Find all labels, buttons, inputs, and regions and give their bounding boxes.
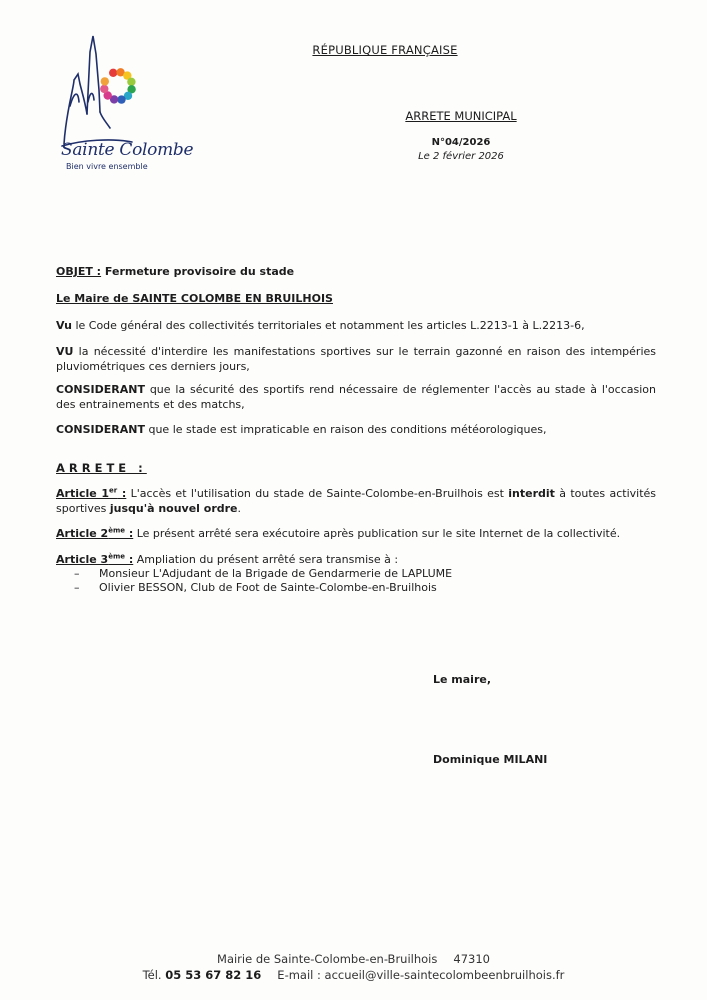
objet-line	[56, 265, 656, 280]
consideration-4	[56, 423, 656, 438]
article-text: Ampliation du présent arrêté sera transmise à :	[133, 553, 399, 566]
consideration-text: le Code général des collectivités territoriales et notamment les articles L.2213-1 à L.2213-6,	[71, 319, 585, 332]
footer-address: Mairie de Sainte-Colombe-en-Bruilhois 47310	[217, 952, 490, 966]
recipient-list	[74, 567, 452, 595]
mayor-line: Le Maire de SAINTE COLOMBE EN BRUILHOIS	[56, 292, 333, 305]
footer-phone: 05 53 67 82 16	[165, 968, 262, 982]
article-3	[56, 553, 656, 568]
consideration-1	[56, 319, 656, 334]
consideration-text: que le stade est impraticable en raison des conditions météorologiques,	[144, 423, 547, 436]
article-2	[56, 527, 656, 542]
article-text: à toutes activités sportives	[56, 487, 657, 515]
consideration-lead: CONSIDERANT	[56, 383, 145, 396]
list-item: – Monsieur L'Adjudant de la Brigade de Gendarmerie de LAPLUME	[74, 567, 453, 580]
consideration-3	[56, 383, 656, 412]
consideration-text: la nécessité d'interdire les manifestations sportives sur le terrain gazonné en raison des intempéries pluviométriques ces derniers jours,	[56, 345, 656, 373]
article-label: Article 2ème :	[56, 526, 134, 540]
footer-contact: Tél. 05 53 67 82 16 E-mail : accueil@ville-saintecolombeenbruilhois.fr	[142, 968, 565, 982]
republic-heading: RÉPUBLIQUE FRANÇAISE	[312, 43, 458, 57]
colour-dot	[117, 95, 125, 103]
consideration-lead: CONSIDERANT	[56, 423, 145, 436]
footer-email: E-mail : accueil@ville-saintecolombeenbruilhois.fr	[277, 968, 565, 982]
signature-title: Le maire,	[433, 673, 492, 686]
colour-dot	[100, 85, 108, 93]
consideration-lead: VU	[56, 345, 74, 358]
arrete-heading: ARRETE :	[56, 461, 147, 475]
article-text: L'accès et l'utilisation du stade de Sainte-Colombe-en-Bruilhois est	[126, 487, 509, 500]
arrete-number: N°04/2026	[431, 137, 491, 148]
objet-text: Fermeture provisoire du stade	[104, 265, 295, 278]
signature-name: Dominique MILANI	[433, 753, 548, 766]
article-label: Article 3ème :	[56, 552, 134, 566]
colour-dot	[109, 69, 117, 77]
article-text: Le présent arrêté sera exécutoire après publication sur le site Internet de la collectivité.	[133, 527, 621, 540]
document-type: ARRETE MUNICIPAL	[405, 109, 517, 123]
consideration-text: que la sécurité des sportifs rend nécessaire de réglementer l'accès au stade à l'occasion des entrainements et des matchs,	[56, 383, 656, 411]
objet-label: OBJET :	[56, 265, 102, 278]
commune-logo	[52, 32, 194, 182]
logo-tagline: Bien vivre ensemble	[66, 162, 148, 171]
colour-dot	[127, 78, 135, 86]
colour-dot	[101, 77, 109, 85]
article-emphasis: interdit	[508, 487, 555, 500]
arrete-date: Le 2 février 2026	[418, 151, 504, 162]
article-1: Article 1er : L'accès et l'utilisation du stade de Sainte-Colombe-en-Bruilhois est interdit à toutes activités sportives jusqu'à nouvel ordre.	[56, 486, 657, 515]
consideration-2	[56, 345, 656, 374]
logo-name: Sainte Colombe	[61, 140, 194, 160]
article-label: Article 1er :	[56, 486, 127, 500]
consideration-lead: Vu	[56, 319, 72, 332]
list-item: – Olivier BESSON, Club de Foot de Sainte-Colombe-en-Bruilhois	[74, 581, 437, 594]
article-emphasis: jusqu'à nouvel ordre	[109, 501, 238, 515]
